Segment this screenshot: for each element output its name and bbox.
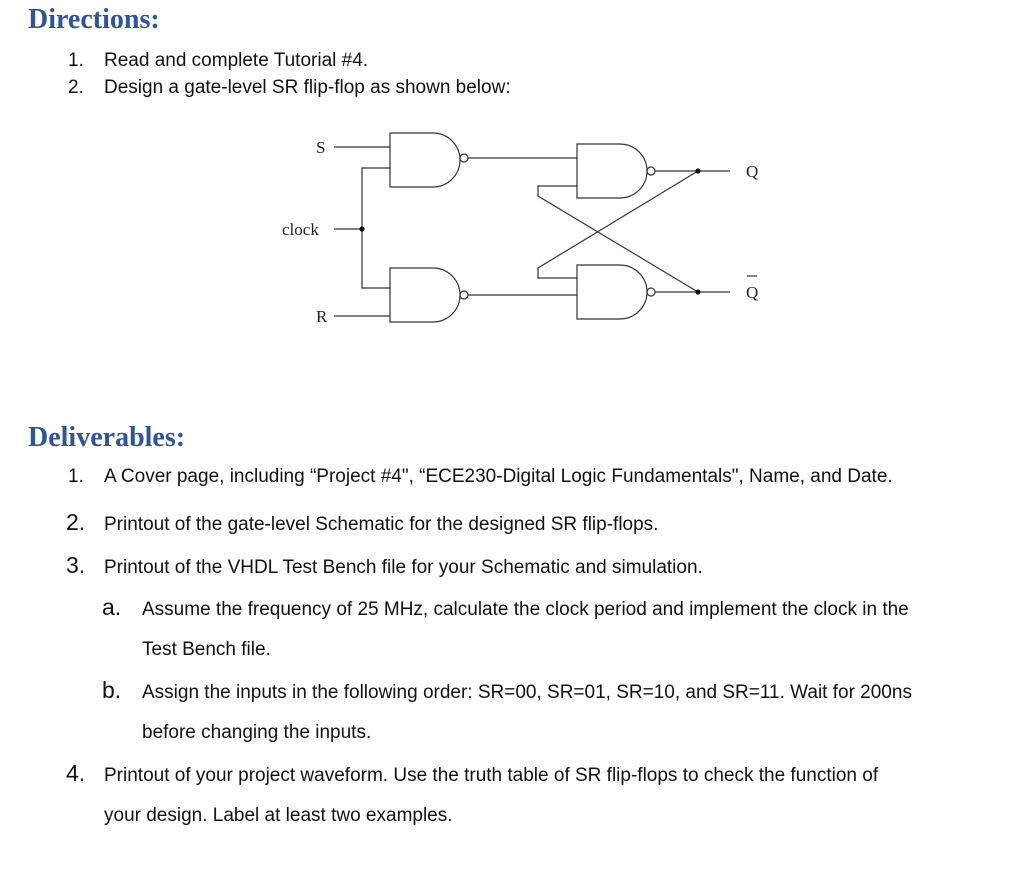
feedback-q-to-g4 — [538, 171, 698, 278]
wire-clock-split — [362, 168, 390, 288]
label-qbar: Q — [746, 283, 759, 302]
label-clock: clock — [282, 220, 319, 239]
list-number: 2. — [66, 509, 86, 535]
list-text: Design a gate-level SR flip-flop as shown below: — [104, 77, 511, 98]
list-text: Assign the inputs in the following order: SR=00, SR=01, SR=10, and SR=11. Wait for 200ns — [142, 682, 912, 703]
nand-gate-q-bubble — [647, 167, 655, 175]
junction-dot-clock — [359, 226, 364, 231]
label-r: R — [316, 307, 328, 326]
sr-flip-flop-diagram — [270, 128, 790, 338]
nand-gate-qbar-bubble — [647, 288, 655, 296]
junction-dot-qbar — [695, 289, 700, 294]
nand-gate-r-bubble — [460, 291, 468, 299]
list-text-continued: your design. Label at least two examples. — [104, 805, 453, 826]
list-number: 3. — [66, 552, 86, 578]
list-text: Printout of the VHDL Test Bench file for your Schematic and simulation. — [104, 557, 703, 578]
junction-dot-q — [695, 168, 700, 173]
label-s: S — [316, 138, 326, 157]
list-text: Read and complete Tutorial #4. — [104, 50, 369, 71]
list-text: Printout of the gate-level Schematic for the designed SR flip-flops. — [104, 514, 659, 535]
label-q: Q — [746, 162, 759, 181]
nand-gate-qbar — [577, 265, 647, 319]
list-text: Printout of your project waveform. Use the truth table of SR flip-flops to check the function of — [104, 765, 879, 786]
deliverables-heading: Deliverables: — [28, 422, 186, 453]
list-letter: a. — [102, 594, 122, 620]
nand-gate-s — [390, 133, 460, 187]
list-number: 1. — [68, 50, 84, 71]
list-text-continued: before changing the inputs. — [142, 722, 372, 743]
list-number: 2. — [68, 77, 84, 98]
list-text-continued: Test Bench file. — [142, 639, 271, 660]
list-letter: b. — [102, 677, 122, 703]
list-text: Assume the frequency of 25 MHz, calculate the clock period and implement the clock in the — [142, 599, 909, 620]
list-number: 4. — [66, 760, 86, 786]
list-text: A Cover page, including “Project #4", “ECE230-Digital Logic Fundamentals", Name, and Date. — [104, 466, 893, 487]
nand-gate-q — [577, 144, 647, 198]
nand-gate-s-bubble — [460, 154, 468, 162]
list-number: 1. — [68, 466, 84, 487]
feedback-qbar-to-g3 — [538, 186, 698, 292]
nand-gate-r — [390, 268, 460, 322]
directions-heading: Directions: — [28, 4, 160, 35]
